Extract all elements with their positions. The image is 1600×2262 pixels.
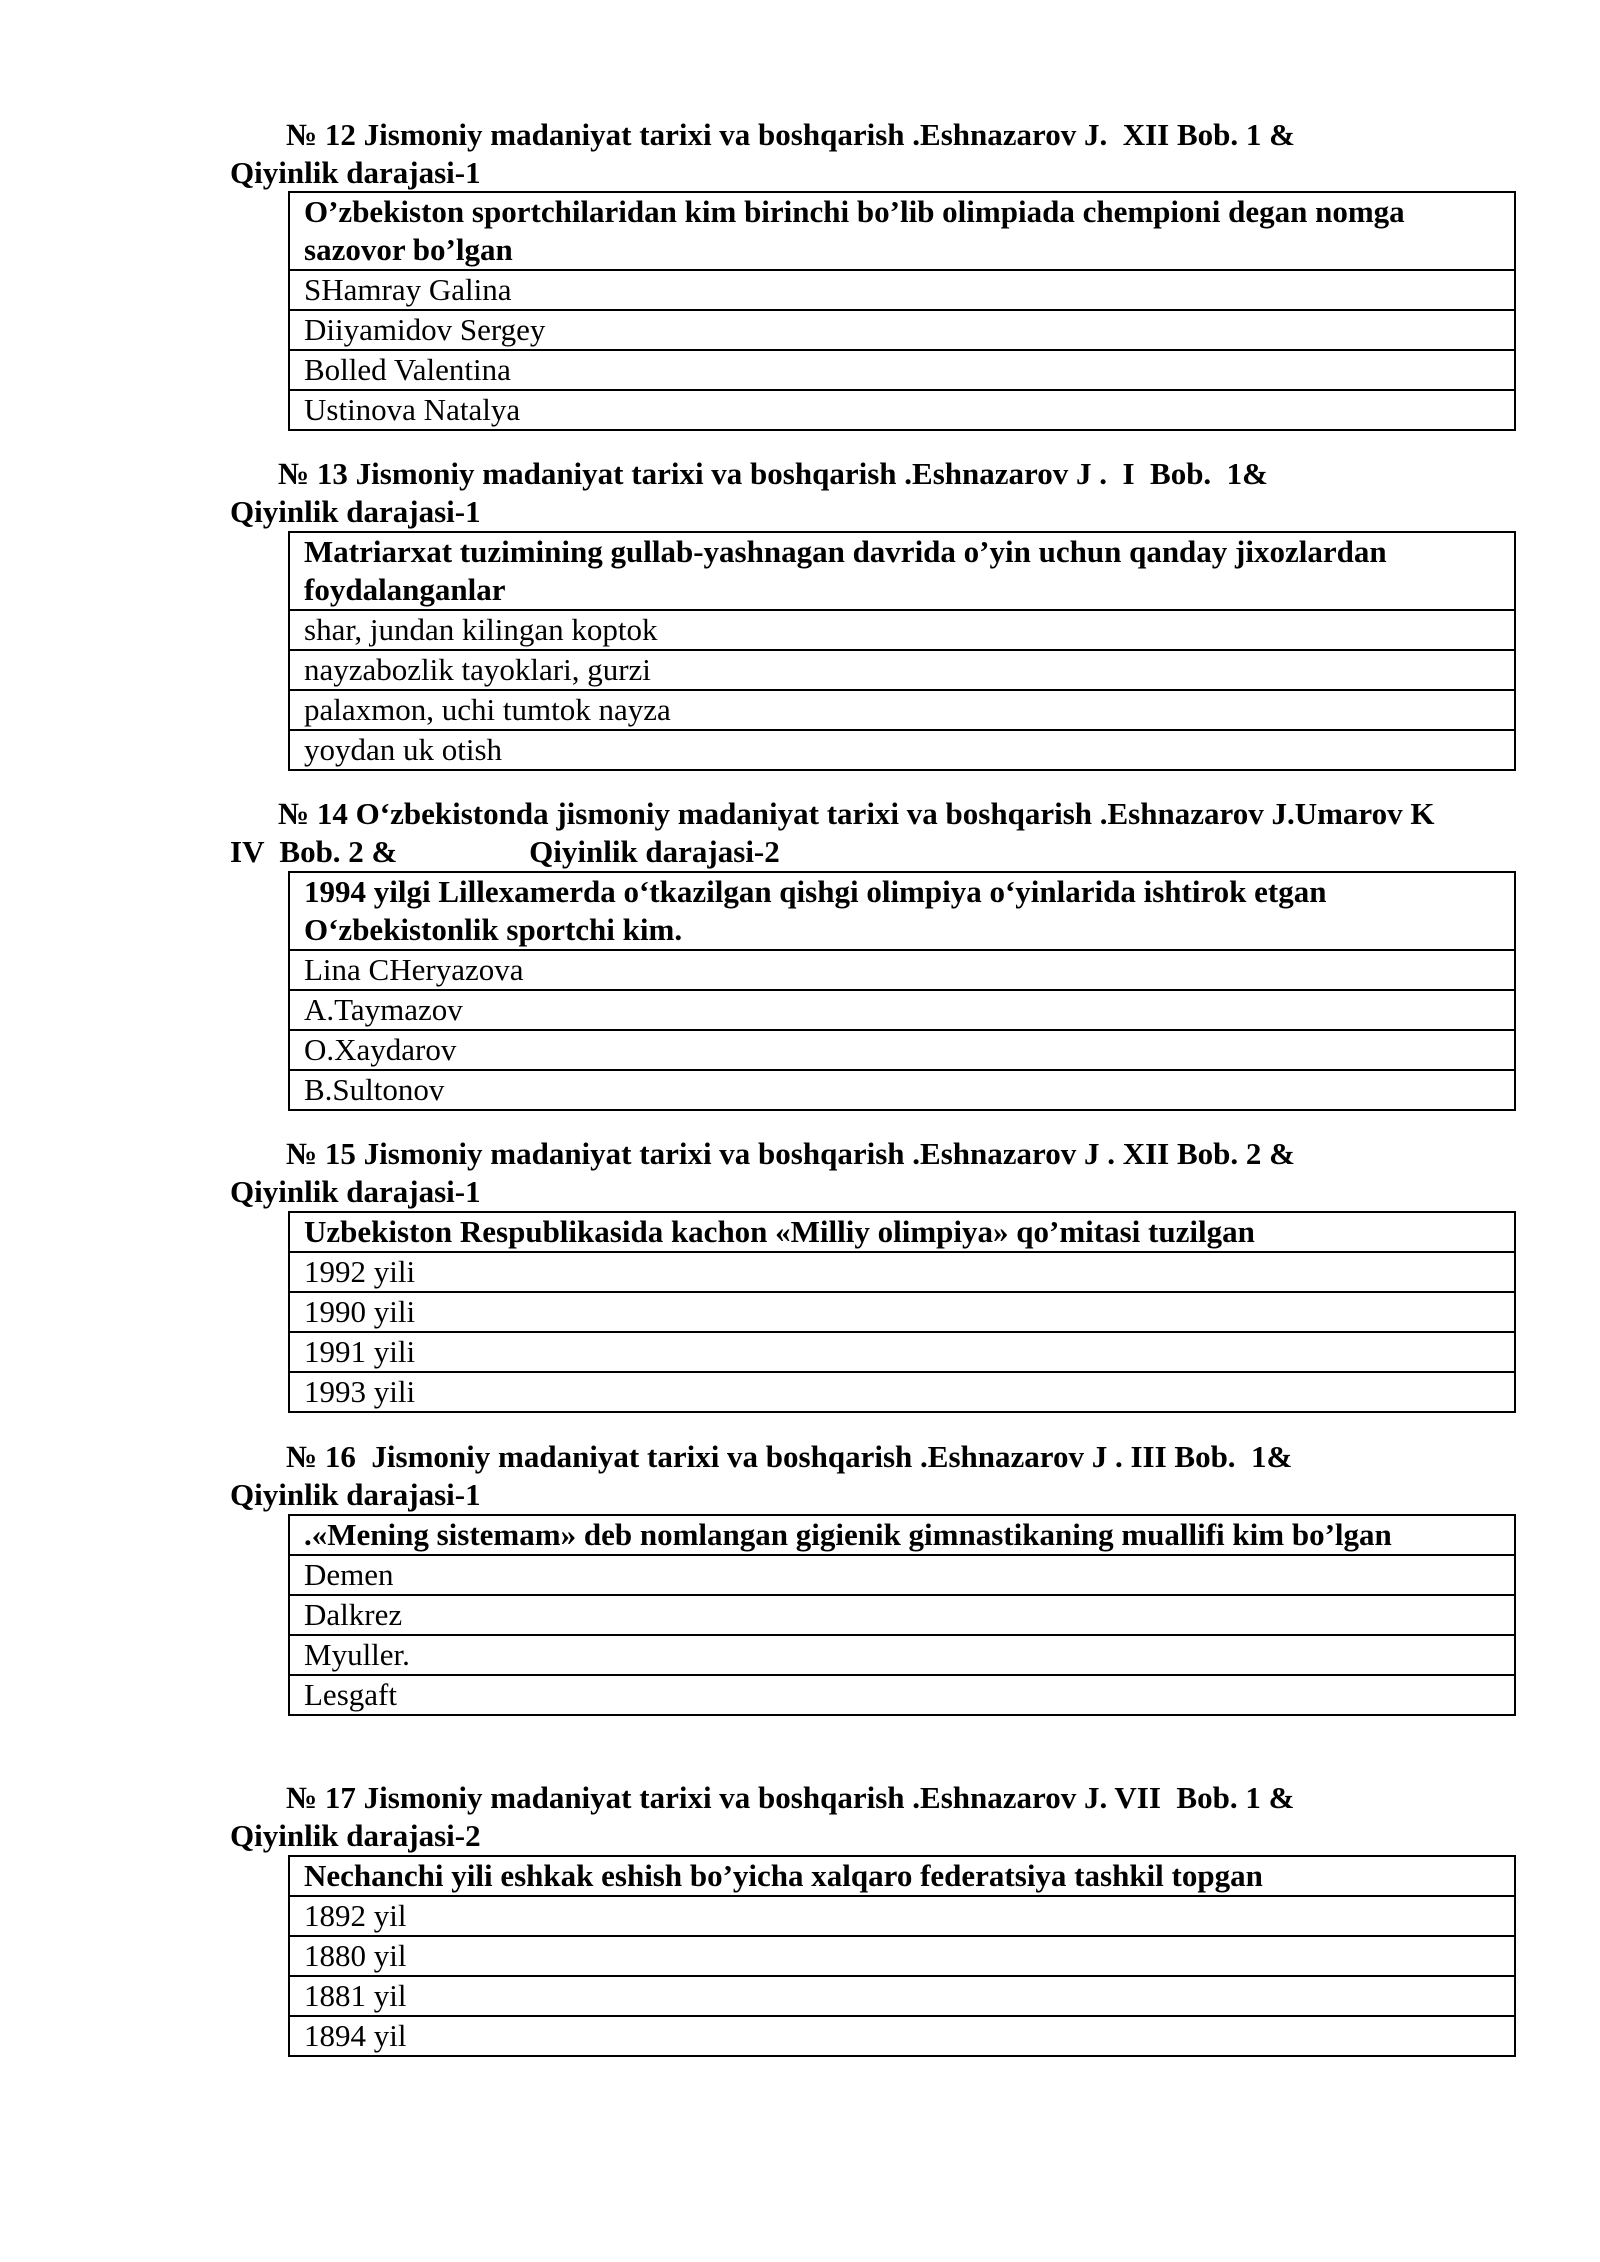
question-header: № 15 Jismoniy madaniyat tarixi va boshqarish .Eshnazarov J . XII Bob. 2 & bbox=[286, 1136, 1295, 1171]
answer-option: O.Xaydarov bbox=[289, 1030, 1515, 1070]
answer-option: palaxmon, uchi tumtok nayza bbox=[289, 690, 1515, 730]
answer-option: Bolled Valentina bbox=[289, 350, 1515, 390]
answer-option: SHamray Galina bbox=[289, 270, 1515, 310]
answer-option: B.Sultonov bbox=[289, 1070, 1515, 1110]
answer-option: Lina CHeryazova bbox=[289, 950, 1515, 990]
answer-option: yoydan uk otish bbox=[289, 730, 1515, 770]
answer-option: 1880 yil bbox=[289, 1936, 1515, 1976]
question-table bbox=[288, 531, 1516, 771]
question-text: .«Mening sistemam» deb nomlangan gigienik gimnastikaning muallifi kim bo’lgan bbox=[289, 1515, 1515, 1555]
answer-option: 1881 yil bbox=[289, 1976, 1515, 2016]
answer-option: Demen bbox=[289, 1555, 1515, 1595]
difficulty-level: Qiyinlik darajasi-1 bbox=[230, 1174, 481, 1209]
answer-option: 1894 yil bbox=[289, 2016, 1515, 2056]
question-table bbox=[288, 191, 1516, 431]
question-text: Nechanchi yili eshkak eshish bo’yicha xalqaro federatsiya tashkil topgan bbox=[289, 1856, 1515, 1896]
question-header: № 16 Jismoniy madaniyat tarixi va boshqarish .Eshnazarov J . III Bob. 1& bbox=[286, 1439, 1293, 1474]
question-text: O’zbekiston sportchilaridan kim birinchi bo’lib olimpiada chempioni degan nomga sazovor bo’lgan bbox=[289, 192, 1515, 270]
answer-option: nayzabozlik tayoklari, gurzi bbox=[289, 650, 1515, 690]
answer-option: Myuller. bbox=[289, 1635, 1515, 1675]
difficulty-level: IV Bob. 2 & Qiyinlik darajasi-2 bbox=[230, 834, 780, 869]
answer-option: Dalkrez bbox=[289, 1595, 1515, 1635]
answer-option: 1991 yili bbox=[289, 1332, 1515, 1372]
question-header: № 12 Jismoniy madaniyat tarixi va boshqarish .Eshnazarov J. XII Bob. 1 & bbox=[286, 117, 1295, 152]
question-text: 1994 yilgi Lillexamerda o‘tkazilgan qishgi olimpiya o‘yinlarida ishtirok etgan O‘zbekistonlik sportchi kim. bbox=[289, 872, 1515, 950]
question-text: Matriarxat tuzimining gullab-yashnagan davrida o’yin uchun qanday jixozlardan foydalanganlar bbox=[289, 532, 1515, 610]
question-table bbox=[288, 871, 1516, 1111]
difficulty-level: Qiyinlik darajasi-1 bbox=[230, 155, 481, 190]
question-header: № 13 Jismoniy madaniyat tarixi va boshqarish .Eshnazarov J . I Bob. 1& bbox=[278, 456, 1269, 491]
answer-option: 1892 yil bbox=[289, 1896, 1515, 1936]
answer-option: 1990 yili bbox=[289, 1292, 1515, 1332]
question-text: Uzbekiston Respublikasida kachon «Milliy olimpiya» qo’mitasi tuzilgan bbox=[289, 1212, 1515, 1252]
difficulty-level: Qiyinlik darajasi-1 bbox=[230, 494, 481, 529]
difficulty-level: Qiyinlik darajasi-2 bbox=[230, 1818, 481, 1853]
question-table bbox=[288, 1211, 1516, 1413]
answer-option: Lesgaft bbox=[289, 1675, 1515, 1715]
answer-option: 1993 yili bbox=[289, 1372, 1515, 1412]
answer-option: Diiyamidov Sergey bbox=[289, 310, 1515, 350]
question-table bbox=[288, 1514, 1516, 1716]
answer-option: Ustinova Natalya bbox=[289, 390, 1515, 430]
question-header: № 17 Jismoniy madaniyat tarixi va boshqarish .Eshnazarov J. VII Bob. 1 & bbox=[286, 1780, 1295, 1815]
difficulty-level: Qiyinlik darajasi-1 bbox=[230, 1477, 481, 1512]
question-table bbox=[288, 1855, 1516, 2057]
answer-option: A.Taymazov bbox=[289, 990, 1515, 1030]
answer-option: 1992 yili bbox=[289, 1252, 1515, 1292]
question-header: № 14 O‘zbekistonda jismoniy madaniyat tarixi va boshqarish .Eshnazarov J.Umarov K bbox=[278, 796, 1435, 831]
answer-option: shar, jundan kilingan koptok bbox=[289, 610, 1515, 650]
